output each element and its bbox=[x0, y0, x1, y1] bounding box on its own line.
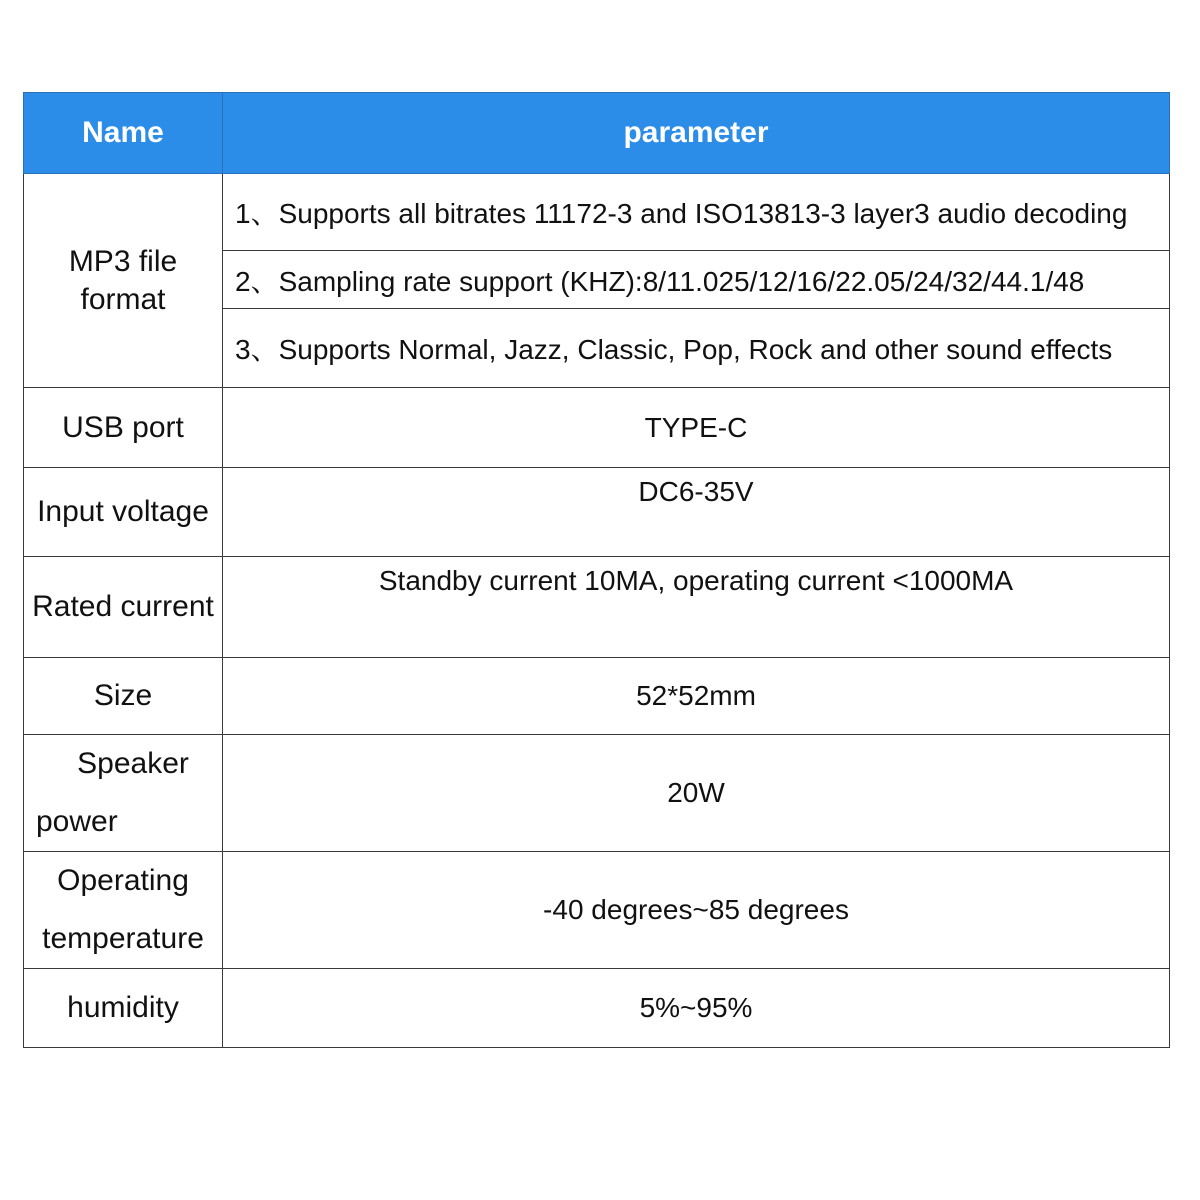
table-row bbox=[24, 388, 1170, 468]
table-row bbox=[24, 557, 1170, 658]
speaker-label-line2: power bbox=[36, 805, 118, 838]
row-name-humidity: humidity bbox=[24, 969, 223, 1048]
row-value-speaker-power: 20W bbox=[223, 735, 1170, 852]
speaker-label-line1: Speaker bbox=[77, 747, 189, 780]
mp3-param-2: 2、Sampling rate support (KHZ):8/11.025/12/16/22.05/24/32/44.1/48 bbox=[223, 251, 1170, 309]
temperature-label-line1: Operating bbox=[57, 864, 189, 897]
row-name-operating-temperature bbox=[24, 852, 223, 969]
table-row bbox=[24, 735, 1170, 852]
header-name: Name bbox=[24, 93, 223, 174]
row-value-input-voltage: DC6-35V bbox=[223, 468, 1170, 557]
spec-table bbox=[23, 92, 1170, 1048]
row-name-usb-port: USB port bbox=[24, 388, 223, 468]
row-value-humidity: 5%~95% bbox=[223, 969, 1170, 1048]
row-value-usb-port: TYPE-C bbox=[223, 388, 1170, 468]
mp3-param-1: 1、Supports all bitrates 11172-3 and ISO13813-3 layer3 audio decoding bbox=[223, 174, 1170, 251]
row-name-size: Size bbox=[24, 658, 223, 735]
row-name-rated-current: Rated current bbox=[24, 557, 223, 658]
row-value-size: 52*52mm bbox=[223, 658, 1170, 735]
table-row bbox=[24, 852, 1170, 969]
row-name-speaker-power bbox=[24, 735, 223, 852]
mp3-param-3: 3、Supports Normal, Jazz, Classic, Pop, Rock and other sound effects bbox=[223, 309, 1170, 388]
temperature-label bbox=[24, 852, 222, 968]
header-parameter: parameter bbox=[223, 93, 1170, 174]
table-header-row bbox=[24, 93, 1170, 174]
row-value-operating-temperature: -40 degrees~85 degrees bbox=[223, 852, 1170, 969]
table-row bbox=[24, 468, 1170, 557]
row-name-input-voltage: Input voltage bbox=[24, 468, 223, 557]
temperature-label-line2: temperature bbox=[42, 922, 204, 955]
table-row bbox=[24, 658, 1170, 735]
row-value-rated-current: Standby current 10MA, operating current <1000MA bbox=[223, 557, 1170, 658]
speaker-power-label bbox=[24, 735, 222, 851]
row-name-mp3-file-format: MP3 file format bbox=[24, 174, 223, 388]
table-row bbox=[24, 969, 1170, 1048]
table-row bbox=[24, 174, 1170, 251]
